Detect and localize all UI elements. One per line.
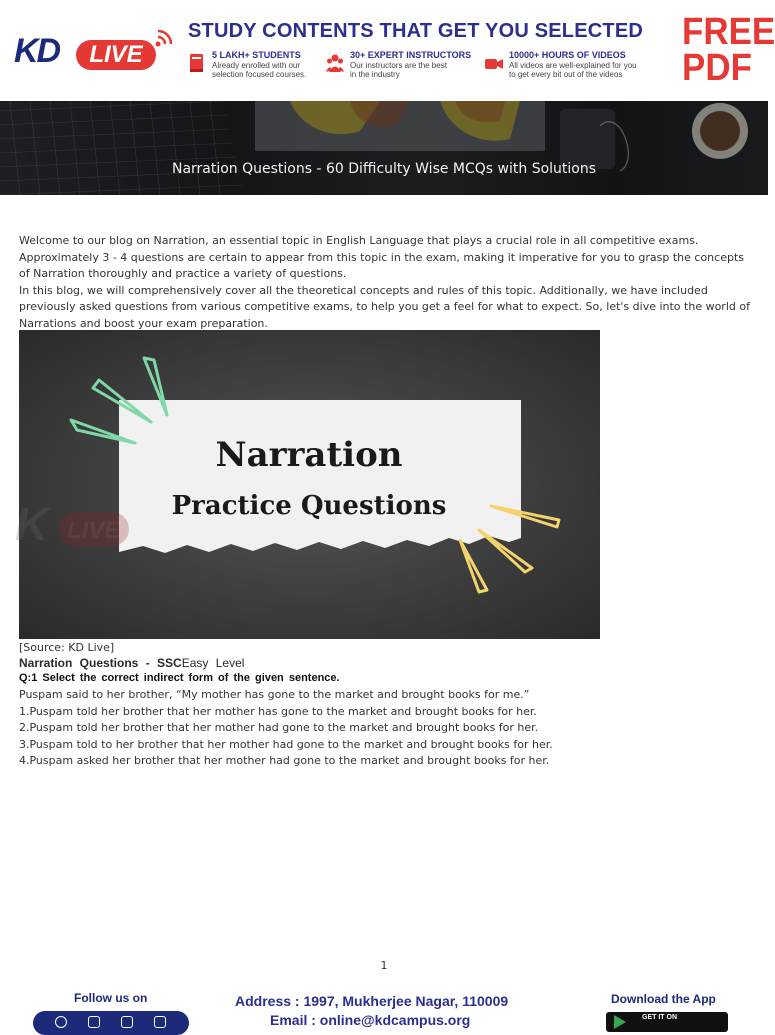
desk-background-illustration: [0, 101, 768, 195]
svg-text:K: K: [15, 498, 49, 550]
play-store-icon: [614, 1015, 626, 1029]
people-icon: [326, 52, 344, 74]
address-text: Address : 1997, Mukherjee Nagar, 110009: [235, 993, 509, 1009]
answer-options: [19, 704, 553, 769]
follow-us-label: Follow us on: [74, 991, 148, 1005]
hero-subtitle: Practice Questions: [171, 491, 447, 521]
section-title: Narration Questions - SSCEasy Level: [19, 656, 245, 670]
video-camera-icon: [485, 52, 503, 74]
broadcast-icon: [154, 28, 174, 48]
email-link[interactable]: Email : online@kdcampus.org: [270, 1012, 471, 1028]
stat-title: 10000+ HOURS OF VIDEOS: [509, 50, 626, 60]
facebook-icon[interactable]: [55, 1016, 67, 1028]
level-label: Easy Level: [181, 656, 245, 670]
store-label: GET IT ON: [642, 1014, 677, 1021]
stat-desc: Already enrolled with our selection focused courses.: [212, 61, 307, 79]
option-4: 4.Puspam asked her brother that her mother had gone to the market and brought books for her.: [19, 753, 550, 767]
narration-hero-image: [15, 330, 600, 639]
download-app-label: Download the App: [611, 992, 716, 1006]
intro-text: [19, 233, 754, 333]
social-links-bar: [33, 1011, 189, 1035]
image-source: [Source: KD Live]: [19, 641, 115, 654]
logo-live-badge: LIVE: [76, 40, 156, 70]
option-2: 2.Puspam told her brother that her mother had gone to the market and brought books for her.: [19, 721, 539, 735]
hero-title: Narration: [215, 435, 403, 475]
instagram-icon[interactable]: [121, 1016, 133, 1028]
stat-title: 5 LAKH+ STUDENTS: [212, 50, 301, 60]
watermark-text: LIVE: [67, 517, 121, 544]
option-3: 3.Puspam told to her brother that her mother had gone to the market and brought books for her.: [19, 737, 553, 751]
question-stem: Puspam said to her brother, “My mother has gone to the market and brought books for me.”: [19, 688, 530, 701]
stat-desc: All videos are well-explained for you to get every bit out of the videos: [509, 61, 637, 79]
option-1: 1.Puspam told her brother that her mother has gone to the market and brought books for her.: [19, 705, 537, 718]
banner-title: Narration Questions - 60 Difficulty Wise MCQs with Solutions: [171, 161, 597, 177]
question-title: Q:1 Select the correct indirect form of the given sentence.: [19, 672, 340, 684]
stat-videos: [485, 50, 665, 82]
title-banner: [0, 101, 768, 195]
header-headline: STUDY CONTENTS THAT GET YOU SELECTED: [188, 20, 644, 42]
logo-kd-text: KD: [14, 32, 60, 70]
telegram-icon[interactable]: [88, 1016, 100, 1028]
intro-paragraph-2: In this blog, we will comprehensively cover all the theoretical concepts and rules of this topic. Additionally, we have included previously asked questions from various competitive exams, to help you get a feel for what to expect. So, let's dive into the world of Narrations and boost your exam preparation.: [19, 283, 750, 330]
book-icon: [188, 52, 206, 74]
stat-desc: Our instructors are the best in the industry: [350, 61, 447, 79]
stat-title: 30+ EXPERT INSTRUCTORS: [350, 50, 472, 60]
intro-paragraph-1: Welcome to our blog on Narration, an essential topic in English Language that plays a crucial role in all competitive exams. Approximately 3 - 4 questions are certain to appear from this topic in the exam, making it imperative for you to grasp the concepts of Narration thoroughly and practice a variety of questions.: [19, 234, 744, 281]
chalkboard-illustration: [15, 330, 600, 639]
page-header: [0, 0, 775, 101]
youtube-icon[interactable]: [154, 1016, 166, 1028]
stat-students: [188, 50, 338, 82]
kd-live-logo[interactable]: [14, 30, 164, 76]
page-number: 1: [380, 959, 388, 972]
google-play-badge[interactable]: [606, 1012, 728, 1032]
stat-instructors: [326, 50, 476, 82]
free-pdf-label: FREE PDF: [682, 11, 775, 89]
